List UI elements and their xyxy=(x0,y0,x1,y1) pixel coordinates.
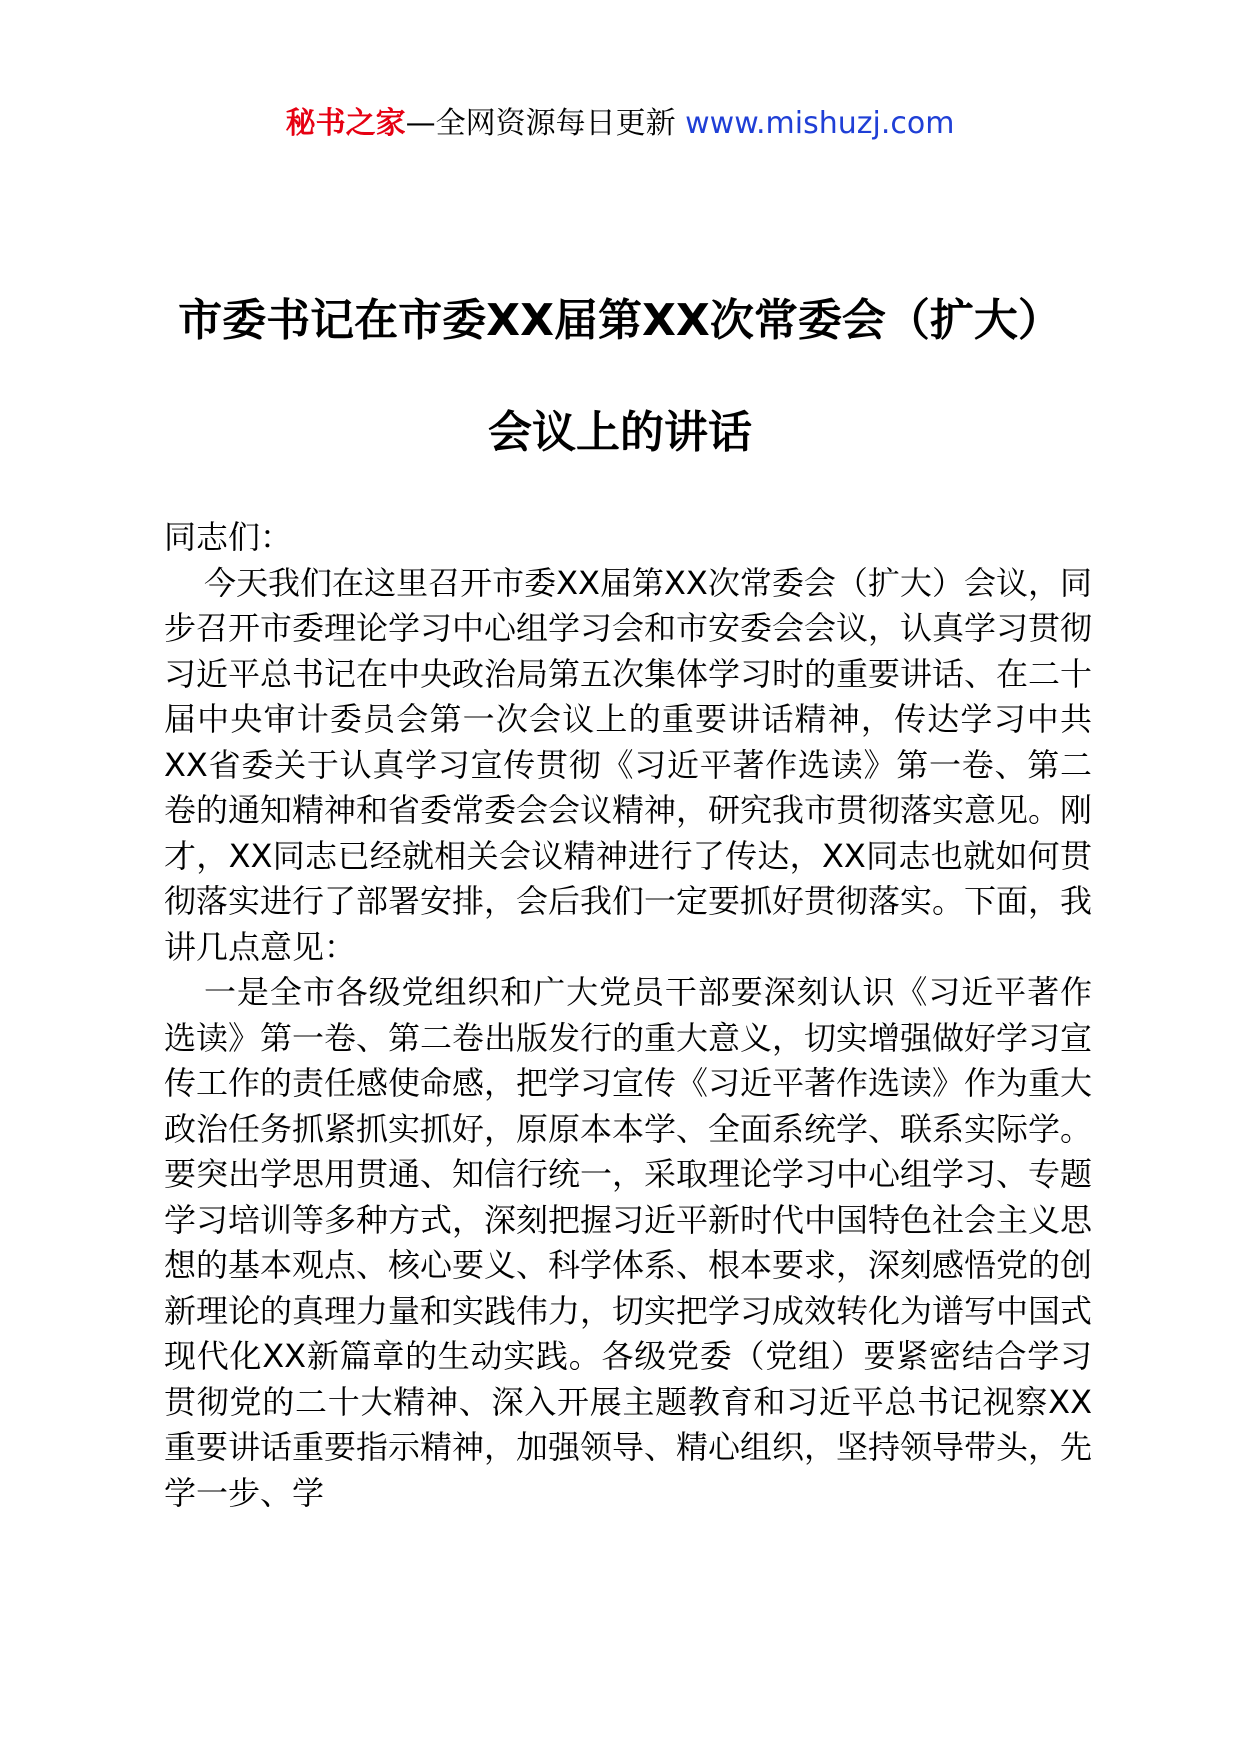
document-title xyxy=(140,265,1100,489)
site-brand: 秘书之家 xyxy=(285,106,406,141)
paragraph-2: 一是全市各级党组织和广大党员干部要深刻认识《习近平著作选读》第一卷、第二卷出版发行的重大意义，切实增强做好学习宣传工作的责任感使命感，把学习宣传《习近平著作选读》作为重大政治任务抓紧抓实抓好，原原本本学、全面系统学、联系实际学。要突出学思用贯通、知信行统一，采取理论学习中心组学习、专题学习培训等多种方式，深刻把握习近平新时代中国特色社会主义思想的基本观点、核心要义、科学体系、根本要求，深刻感悟党的创新理论的真理力量和实践伟力，切实把学习成效转化为谱写中国式现代化XX新篇章的生动实践。各级党委（党组）要紧密结合学习贯彻党的二十大精神、深入开展主题教育和习近平总书记视察XX重要讲话重要指示精神，加强领导、精心组织，坚持领导带头，先学一步、学 xyxy=(164,973,1093,1512)
site-url-link[interactable]: www.mishuzj.com xyxy=(685,106,955,141)
document-title-line-1: 市委书记在市委XX届第XX次常委会（扩大） xyxy=(178,295,1062,346)
site-header xyxy=(0,100,1240,148)
salutation: 同志们： xyxy=(164,518,293,556)
site-tagline: —全网资源每日更新 xyxy=(405,106,686,141)
document-title-line-2: 会议上的讲话 xyxy=(488,407,752,458)
paragraph-1: 今天我们在这里召开市委XX届第XX次常委会（扩大）会议，同步召开市委理论学习中心组学习会和市安委会会议，认真学习贯彻习近平总书记在中央政治局第五次集体学习时的重要讲话、在二十届中央审计委员会第一次会议上的重要讲话精神，传达学习中共XX省委关于认真学习宣传贯彻《习近平著作选读》第一卷、第二卷的通知精神和省委常委会会议精神，研究我市贯彻落实意见。刚才，XX同志已经就相关会议精神进行了传达，XX同志也就如何贯彻落实进行了部署安排，会后我们一定要抓好贯彻落实。下面，我讲几点意见： xyxy=(164,563,1093,966)
document-body xyxy=(164,515,1092,1516)
